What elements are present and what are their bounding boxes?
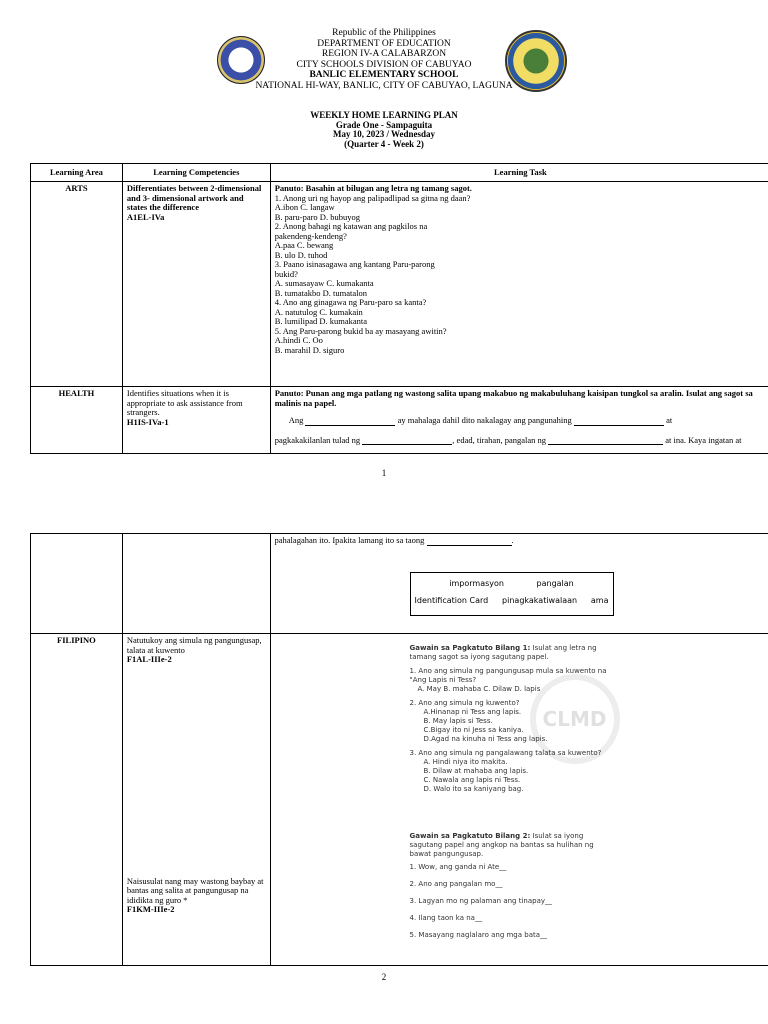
- arts-line: 2. Anong bahagi ng katawan ang pagkilos na: [274, 221, 428, 231]
- blank-line: [427, 545, 512, 546]
- table-row-health-continued: [31, 534, 768, 634]
- health-text: at: [666, 415, 673, 425]
- choice: D.Agad na kinuha ni Tess ang lapis.: [423, 735, 548, 743]
- choice: B. Dilaw at mahaba ang lapis.: [423, 767, 529, 775]
- table-header-row: [31, 164, 768, 182]
- arts-line: A.ibon C. langaw: [274, 202, 335, 212]
- filipino-task: [270, 634, 768, 966]
- health-text: at ina. Kaya ingatan at: [665, 434, 742, 445]
- activity-2-item: 2. Ano ang pangalan mo__: [409, 880, 503, 888]
- activity-2-item: 4. Ilang taon ka na__: [409, 914, 482, 922]
- plan-date: May 10, 2023 / Wednesday: [332, 129, 436, 139]
- plan-table-page2: [30, 533, 768, 966]
- health-text: pahalagahan ito. Ipakita lamang ito sa taong: [274, 535, 425, 545]
- arts-line: A.hindi C. Oo: [274, 335, 323, 345]
- arts-instruction: Panuto: Basahin at bilugan ang letra ng tamang sagot.: [274, 183, 472, 193]
- health-text: .: [511, 535, 514, 545]
- header-learning-area: Learning Area: [31, 164, 123, 182]
- arts-competency-text: Differentiates between 2-dimensional and 3- dimensional artwork and states the difference: [126, 183, 262, 212]
- question: 1. Ano ang simula ng pangungusap mula sa kuwento na "Ang Lapis ni Tess?: [409, 667, 607, 684]
- arts-line: A.paa C. bewang: [274, 240, 334, 250]
- choice: C. Nawala ang lapis ni Tess.: [423, 776, 521, 784]
- header-learning-competencies: Learning Competencies: [122, 164, 270, 182]
- clmd-watermark: CLMD: [530, 674, 620, 764]
- arts-line: A. sumasayaw C. kumakanta: [274, 278, 374, 288]
- arts-line: B. tumatakbo D. tumatalon: [274, 287, 368, 298]
- word-bank-item: ama: [590, 596, 609, 605]
- arts-line: A. natutulog C. kumakain: [274, 306, 363, 317]
- health-paragraph-line2: [275, 436, 766, 446]
- scanned-activity: [410, 644, 610, 940]
- school-name: BANLIC ELEMENTARY SCHOOL: [309, 70, 459, 80]
- page-2: [0, 512, 768, 1024]
- health-code: H1IS-IVa-1: [126, 416, 169, 427]
- letterhead-line: Republic of the Philippines: [332, 28, 436, 38]
- word-bank-row: impormasyon pangalan: [449, 578, 574, 588]
- arts-line: 4. Ano ang ginagawa ng Paru-paro sa kanta?: [274, 297, 427, 307]
- choice: B. May lapis si Tess.: [423, 717, 493, 725]
- activity-2-item: 3. Lagyan mo ng palaman ang tinapay__: [409, 897, 553, 905]
- activity-2-item: 1. Wow, ang ganda ni Ate__: [409, 863, 507, 871]
- filipino-competency: [122, 634, 270, 966]
- arts-task: [270, 182, 768, 387]
- plan-table-page1: [30, 163, 768, 454]
- activity-2-intro: Isulat sa iyong sagutang papel ang angkop na bantas sa hulihan ng bawat pangungusap.: [409, 832, 594, 858]
- letterhead-line: REGION IV-A CALABARZON: [321, 49, 447, 59]
- plan-quarter: (Quarter 4 - Week 2): [344, 138, 424, 149]
- filipino-area: FILIPINO: [31, 634, 123, 966]
- activity-2-item: 5. Masayang naglalaro ang mga bata__: [409, 931, 548, 939]
- health-paragraph-line1: [275, 416, 766, 426]
- arts-line: B. lumilipad D. kumakanta: [274, 316, 368, 326]
- arts-area: ARTS: [31, 182, 123, 387]
- blank-line: [548, 444, 663, 445]
- letterhead-line: CITY SCHOOLS DIVISION OF CABUYAO: [296, 59, 472, 70]
- health-text: , edad, tirahan, pangalan ng: [452, 434, 546, 445]
- blank-line: [362, 444, 452, 445]
- filipino-competency-2: Naisusulat nang may wastong baybay at bantas ang salita at pangungusap na ididikta ng guro *: [126, 875, 264, 905]
- letterhead-line: DEPARTMENT OF EDUCATION: [317, 38, 451, 49]
- health-task: [270, 387, 768, 454]
- choice: C.Bigay ito ni Jess sa kaniya.: [423, 726, 524, 734]
- table-row-health: [31, 387, 768, 454]
- health-text: Ang: [288, 415, 304, 425]
- arts-competency: [122, 182, 270, 387]
- school-address: NATIONAL HI-WAY, BANLIC, CITY OF CABUYAO, LAGUNA: [255, 80, 513, 91]
- arts-line: bukid?: [274, 268, 298, 279]
- activity-2-heading: Gawain sa Pagkatuto Bilang 2:: [409, 832, 531, 840]
- word-bank-row: [415, 596, 609, 606]
- health-instruction: Panuto: Punan ang mga patlang ng wastong salita upang makabuo ng makabuluhang kaisipan tungkol sa aralin. Isulat ang sagot sa malinis na papel.: [274, 388, 753, 408]
- health-paragraph-line3: [275, 536, 766, 546]
- choice: A.Hinanap ni Tess ang lapis.: [423, 708, 522, 716]
- health-competency-text: Identifies situations when it is appropriate to ask assistance from strangers.: [126, 388, 243, 417]
- activity-1-intro: Isulat ang letra ng tamang sagot sa iyong sagutang papel.: [409, 644, 597, 661]
- health-text: ay mahalaga dahil dito nakalagay ang pangunahing: [397, 415, 572, 425]
- filipino-competency-1: Natutukoy ang simula ng pangungusap, talata at kuwento: [126, 635, 262, 655]
- arts-line: pakendeng-kendeng?: [274, 230, 347, 241]
- arts-line: B. marahil D. siguro: [274, 344, 345, 355]
- filipino-code-1: F1AL-IIIe-2: [126, 654, 172, 664]
- letterhead: [0, 28, 768, 91]
- arts-code: A1EL-IVa: [126, 211, 165, 222]
- word-bank-item: Identification Card: [414, 596, 489, 605]
- health-competency: [122, 387, 270, 454]
- arts-line: B. ulo D. tuhod: [274, 249, 328, 260]
- activity-1-heading: Gawain sa Pagkatuto Bilang 1:: [409, 644, 531, 652]
- choice: A. Hindi niya ito makita.: [423, 758, 508, 766]
- health-text: pagkakakilanlan tulad ng: [274, 434, 361, 445]
- table-row-arts: [31, 182, 768, 387]
- page-1: [0, 0, 768, 500]
- health-task-continued: [270, 534, 768, 634]
- choice: D. Walo ito sa kaniyang bag.: [423, 785, 524, 793]
- arts-line: 5. Ang Paru-parong bukid ba ay masayang awitin?: [274, 325, 447, 336]
- header-learning-task: Learning Task: [270, 164, 768, 182]
- arts-line: 3. Paano isinasagawa ang kantang Paru-parong: [274, 259, 435, 269]
- plan-title-block: [0, 111, 768, 149]
- page-number: 1: [381, 468, 387, 478]
- arts-line: 1. Anong uri ng hayop ang palipadlipad sa gitna ng daan?: [274, 192, 471, 203]
- word-bank-box: [410, 572, 614, 616]
- word-bank-item: pinagkakatiwalaan: [502, 596, 578, 605]
- plan-title: WEEKLY HOME LEARNING PLAN: [310, 110, 458, 120]
- blank-line: [305, 425, 395, 426]
- arts-line: B. paru-paro D. bubuyog: [274, 211, 360, 222]
- blank-line: [574, 425, 664, 426]
- table-row-filipino: [31, 634, 768, 966]
- health-area-continued: [31, 534, 123, 634]
- health-competency-continued: [122, 534, 270, 634]
- question: 3. Ano ang simula ng pangalawang talata sa kuwento?: [409, 749, 602, 757]
- filipino-code-2: F1KM-IIIe-2: [126, 904, 175, 914]
- question: 2. Ano ang simula ng kuwento?: [409, 699, 520, 707]
- plan-grade: Grade One - Sampaguita: [335, 119, 433, 130]
- question-choices: A. May B. mahaba C. Dilaw D. lapis: [417, 685, 541, 693]
- page-number: 2: [381, 972, 387, 982]
- health-area: HEALTH: [31, 387, 123, 454]
